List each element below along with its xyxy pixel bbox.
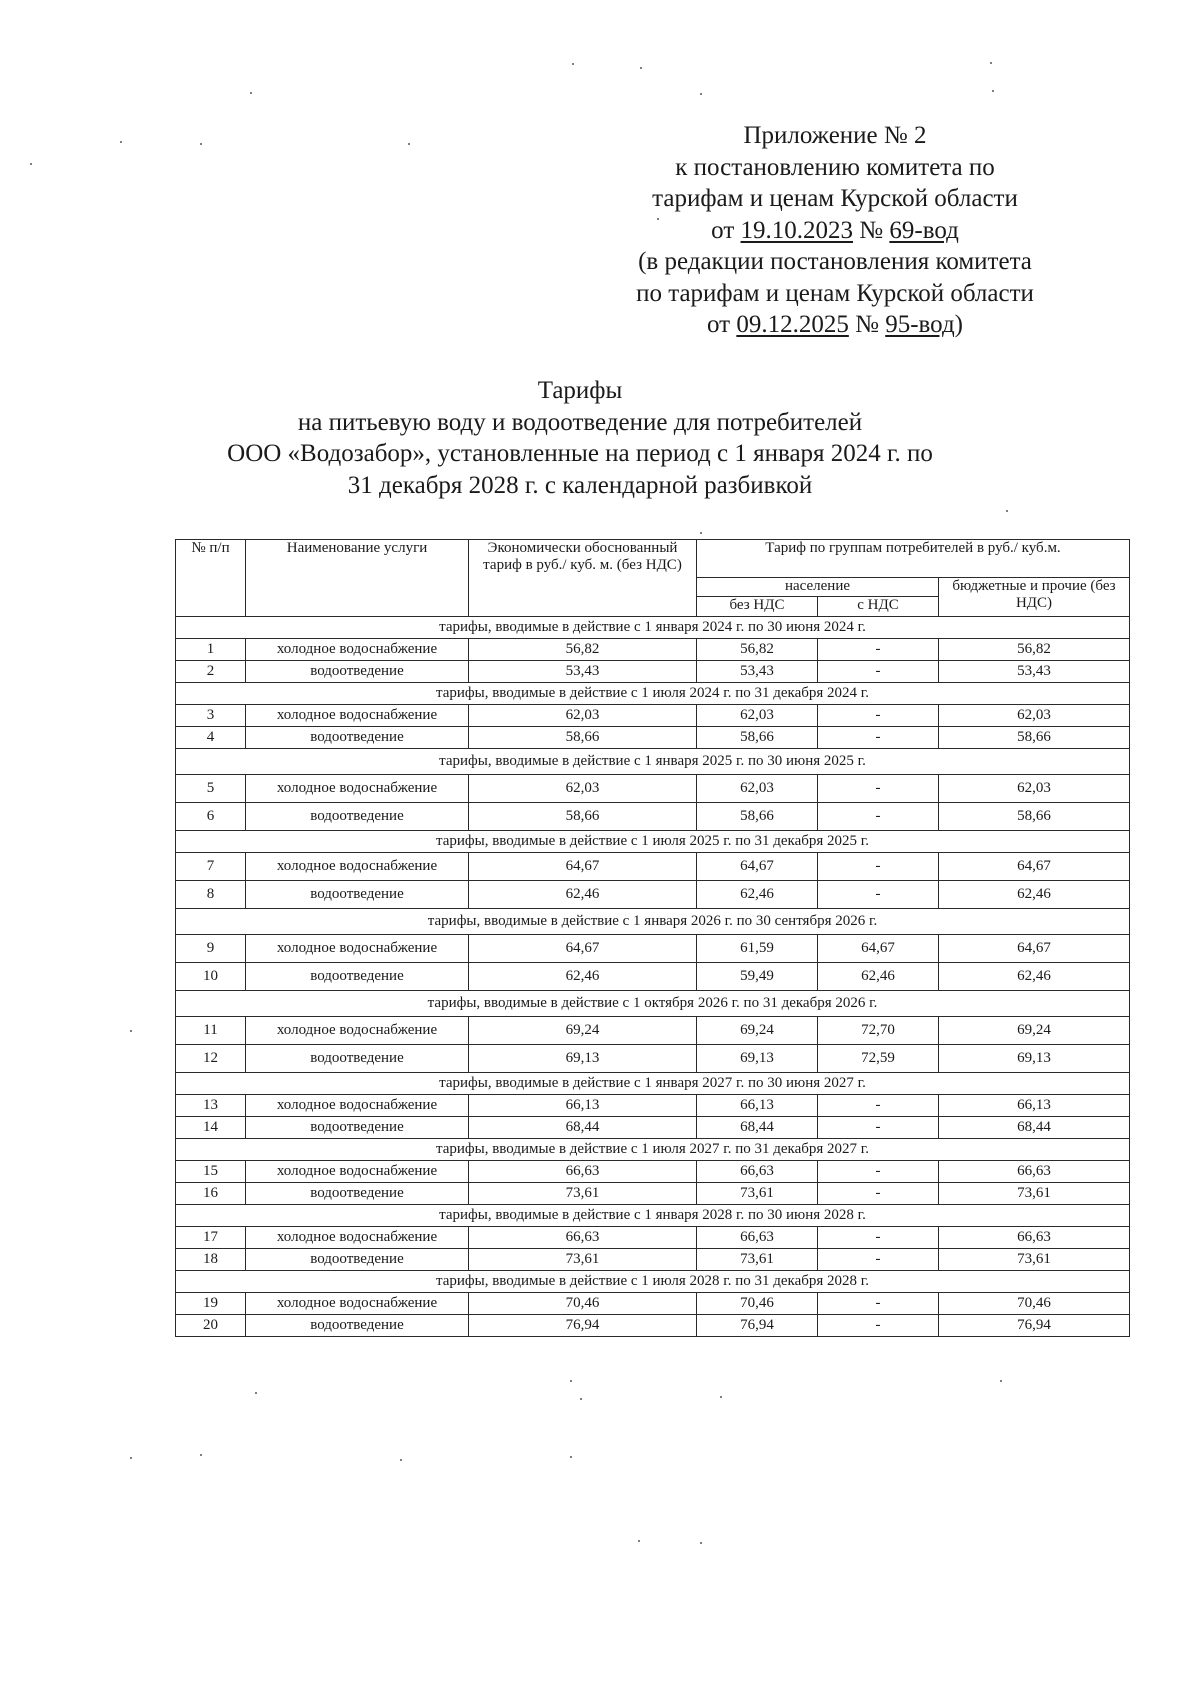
scan-speck [640,67,642,69]
cell-population-without-vat: 73,61 [697,1249,818,1271]
cell-economic-tariff: 64,67 [469,853,697,881]
cell-number: 7 [176,853,246,881]
title-line: на питьевую воду и водоотведение для потребителей [297,408,863,436]
title-heading: Тарифы [537,377,623,404]
scan-speck [570,1456,572,1458]
cell-population-without-vat: 69,13 [697,1045,818,1073]
cell-economic-tariff: 76,94 [469,1315,697,1337]
appendix-line: по тарифам и ценам Курской области [636,279,1034,307]
cell-population-without-vat: 61,59 [697,935,818,963]
cell-budget: 73,61 [939,1183,1130,1205]
cell-population-without-vat: 76,94 [697,1315,818,1337]
cell-service: холодное водоснабжение [246,775,469,803]
cell-population-without-vat: 66,13 [697,1095,818,1117]
cell-budget: 64,67 [939,935,1130,963]
cell-economic-tariff: 62,03 [469,705,697,727]
scan-speck [250,92,252,94]
tariff-table-body [176,617,1130,1337]
table-row [176,1117,1130,1139]
period-row [176,1205,1130,1227]
table-row [176,935,1130,963]
cell-budget: 73,61 [939,1249,1130,1271]
cell-economic-tariff: 73,61 [469,1183,697,1205]
table-row [176,1183,1130,1205]
period-row [176,991,1130,1017]
scan-speck [1006,510,1008,512]
cell-population-without-vat: 58,66 [697,727,818,749]
appendix-line: (в редакции постановления комитета [638,248,1032,275]
table-row [176,1161,1130,1183]
cell-population-without-vat: 69,24 [697,1017,818,1045]
cell-economic-tariff: 66,63 [469,1161,697,1183]
scan-speck [30,163,32,165]
table-row [176,1227,1130,1249]
cell-service: холодное водоснабжение [246,1017,469,1045]
scan-speck [638,1540,640,1542]
scan-speck [720,1396,722,1398]
header-without-vat: без НДС [697,597,818,617]
cell-economic-tariff: 62,03 [469,775,697,803]
cell-population-with-vat: - [818,1183,939,1205]
cell-number: 9 [176,935,246,963]
table-row [176,639,1130,661]
scan-speck [200,1454,202,1456]
cell-population-with-vat: - [818,1249,939,1271]
cell-population-without-vat: 73,61 [697,1183,818,1205]
amendment-date: 09.12.2025 [736,311,849,338]
cell-economic-tariff: 62,46 [469,963,697,991]
cell-population-with-vat: - [818,803,939,831]
cell-service: холодное водоснабжение [246,1293,469,1315]
table-row [176,853,1130,881]
cell-number: 2 [176,661,246,683]
cell-population-with-vat: 72,59 [818,1045,939,1073]
table-row [176,775,1130,803]
cell-economic-tariff: 73,61 [469,1249,697,1271]
document-title [170,375,990,501]
cell-service: водоотведение [246,803,469,831]
cell-number: 13 [176,1095,246,1117]
cell-economic-tariff: 69,13 [469,1045,697,1073]
cell-budget: 76,94 [939,1315,1130,1337]
cell-number: 11 [176,1017,246,1045]
scan-speck [572,63,574,65]
table-row [176,881,1130,909]
cell-population-with-vat: 62,46 [818,963,939,991]
scan-speck [700,93,702,95]
header-budget: бюджетные и прочие (без НДС) [939,578,1130,617]
period-row [176,1073,1130,1095]
cell-number: 18 [176,1249,246,1271]
cell-service: водоотведение [246,661,469,683]
appendix-line: тарифам и ценам Курской области [652,185,1018,212]
period-row [176,617,1130,639]
period-label: тарифы, вводимые в действие с 1 июля 2024 г. по 31 декабря 2024 г. [176,683,1130,705]
cell-number: 20 [176,1315,246,1337]
cell-budget: 62,46 [939,963,1130,991]
cell-population-with-vat: - [818,881,939,909]
cell-number: 5 [176,775,246,803]
scan-speck [130,1457,132,1459]
cell-service: водоотведение [246,727,469,749]
scan-speck [130,1030,132,1032]
resolution-number: 69-вод [889,216,959,244]
cell-population-with-vat: - [818,661,939,683]
cell-economic-tariff: 69,24 [469,1017,697,1045]
cell-service: холодное водоснабжение [246,705,469,727]
period-row [176,909,1130,935]
header-economic-tariff: Экономически обоснованный тариф в руб./ куб. м. (без НДС) [469,540,697,617]
cell-economic-tariff: 64,67 [469,935,697,963]
table-row [176,705,1130,727]
cell-budget: 62,03 [939,775,1130,803]
cell-population-without-vat: 62,46 [697,881,818,909]
cell-service: холодное водоснабжение [246,1227,469,1249]
cell-population-without-vat: 53,43 [697,661,818,683]
cell-service: водоотведение [246,1315,469,1337]
scan-speck [1000,1380,1002,1382]
cell-economic-tariff: 62,46 [469,881,697,909]
cell-number: 10 [176,963,246,991]
period-row [176,1139,1130,1161]
cell-service: холодное водоснабжение [246,935,469,963]
cell-economic-tariff: 53,43 [469,661,697,683]
cell-service: водоотведение [246,1045,469,1073]
cell-budget: 62,03 [939,705,1130,727]
appendix-line: к постановлению комитета по [675,153,995,181]
cell-number: 8 [176,881,246,909]
cell-population-with-vat: - [818,727,939,749]
scan-speck [580,1398,582,1400]
table-row [176,727,1130,749]
period-label: тарифы, вводимые в действие с 1 января 2025 г. по 30 июня 2025 г. [176,749,1130,775]
period-row [176,1271,1130,1293]
cell-number: 14 [176,1117,246,1139]
cell-budget: 58,66 [939,803,1130,831]
header-number: № п/п [176,540,246,617]
cell-population-without-vat: 68,44 [697,1117,818,1139]
cell-budget: 69,13 [939,1045,1130,1073]
cell-service: водоотведение [246,881,469,909]
cell-budget: 66,13 [939,1095,1130,1117]
cell-budget: 58,66 [939,727,1130,749]
scan-speck [700,532,702,534]
scan-speck [990,62,992,64]
period-label: тарифы, вводимые в действие с 1 января 2028 г. по 30 июня 2028 г. [176,1205,1130,1227]
scan-speck [992,90,994,92]
cell-population-with-vat: 64,67 [818,935,939,963]
period-label: тарифы, вводимые в действие с 1 января 2027 г. по 30 июня 2027 г. [176,1073,1130,1095]
cell-number: 15 [176,1161,246,1183]
cell-population-without-vat: 62,03 [697,775,818,803]
title-line: ООО «Водозабор», установленные на период с 1 января 2024 г. по [227,440,933,467]
cell-number: 16 [176,1183,246,1205]
cell-service: холодное водоснабжение [246,639,469,661]
cell-budget: 56,82 [939,639,1130,661]
cell-budget: 62,46 [939,881,1130,909]
period-label: тарифы, вводимые в действие с 1 июля 2025 г. по 31 декабря 2025 г. [176,831,1130,853]
scan-speck [700,1542,702,1544]
table-row [176,1095,1130,1117]
table-row [176,1315,1130,1337]
tariff-table [175,539,1130,1337]
scan-speck [408,143,410,145]
cell-population-with-vat: - [818,639,939,661]
cell-budget: 69,24 [939,1017,1130,1045]
cell-population-without-vat: 70,46 [697,1293,818,1315]
appendix-resolution-ref: от 19.10.2023 № 69-вод [711,216,959,244]
cell-economic-tariff: 58,66 [469,727,697,749]
cell-number: 1 [176,639,246,661]
cell-population-with-vat: - [818,853,939,881]
cell-economic-tariff: 66,13 [469,1095,697,1117]
cell-population-with-vat: - [818,775,939,803]
cell-economic-tariff: 68,44 [469,1117,697,1139]
amendment-number: 95-вод [885,311,955,338]
table-row [176,1249,1130,1271]
period-label: тарифы, вводимые в действие с 1 июля 2028 г. по 31 декабря 2028 г. [176,1271,1130,1293]
period-row [176,831,1130,853]
table-row [176,803,1130,831]
cell-economic-tariff: 58,66 [469,803,697,831]
cell-service: водоотведение [246,1183,469,1205]
cell-economic-tariff: 56,82 [469,639,697,661]
cell-number: 12 [176,1045,246,1073]
cell-population-without-vat: 59,49 [697,963,818,991]
period-row [176,683,1130,705]
cell-economic-tariff: 66,63 [469,1227,697,1249]
header-consumer-groups: Тариф по группам потребителей в руб./ куб.м. [697,540,1130,578]
scan-speck [200,143,202,145]
cell-population-with-vat: - [818,1315,939,1337]
header-population: население [697,578,939,597]
cell-budget: 66,63 [939,1161,1130,1183]
cell-population-with-vat: 72,70 [818,1017,939,1045]
cell-budget: 68,44 [939,1117,1130,1139]
cell-population-with-vat: - [818,1161,939,1183]
cell-service: водоотведение [246,1249,469,1271]
appendix-number: Приложение № 2 [743,122,927,149]
appendix-header [600,120,1070,341]
cell-population-without-vat: 58,66 [697,803,818,831]
cell-population-without-vat: 62,03 [697,705,818,727]
cell-population-without-vat: 66,63 [697,1161,818,1183]
cell-number: 4 [176,727,246,749]
table-row [176,963,1130,991]
cell-number: 6 [176,803,246,831]
table-row [176,1045,1130,1073]
table-row [176,661,1130,683]
cell-service: холодное водоснабжение [246,1161,469,1183]
period-label: тарифы, вводимые в действие с 1 января 2024 г. по 30 июня 2024 г. [176,617,1130,639]
cell-population-with-vat: - [818,1227,939,1249]
cell-number: 3 [176,705,246,727]
cell-number: 17 [176,1227,246,1249]
resolution-date: 19.10.2023 [740,216,854,244]
period-label: тарифы, вводимые в действие с 1 января 2026 г. по 30 сентября 2026 г. [176,909,1130,935]
scan-speck [255,1392,257,1394]
period-label: тарифы, вводимые в действие с 1 июля 2027 г. по 31 декабря 2027 г. [176,1139,1130,1161]
period-row [176,749,1130,775]
cell-service: водоотведение [246,963,469,991]
cell-population-without-vat: 66,63 [697,1227,818,1249]
scan-speck [657,218,659,220]
cell-number: 19 [176,1293,246,1315]
cell-budget: 70,46 [939,1293,1130,1315]
cell-service: водоотведение [246,1117,469,1139]
cell-population-without-vat: 56,82 [697,639,818,661]
table-row [176,1293,1130,1315]
header-with-vat: с НДС [818,597,939,617]
table-row [176,1017,1130,1045]
header-service: Наименование услуги [246,540,469,617]
cell-population-with-vat: - [818,1117,939,1139]
scan-speck [570,1380,572,1382]
cell-economic-tariff: 70,46 [469,1293,697,1315]
appendix-amendment-ref: от 09.12.2025 № 95-вод) [706,311,963,338]
cell-population-with-vat: - [818,1293,939,1315]
cell-service: холодное водоснабжение [246,1095,469,1117]
cell-budget: 66,63 [939,1227,1130,1249]
cell-service: холодное водоснабжение [246,853,469,881]
cell-population-with-vat: - [818,705,939,727]
cell-population-with-vat: - [818,1095,939,1117]
cell-budget: 64,67 [939,853,1130,881]
title-line: 31 декабря 2028 г. с календарной разбивкой [347,471,813,499]
period-label: тарифы, вводимые в действие с 1 октября 2026 г. по 31 декабря 2026 г. [176,991,1130,1017]
scan-speck [120,141,122,143]
cell-population-without-vat: 64,67 [697,853,818,881]
scan-speck [400,1459,402,1461]
cell-budget: 53,43 [939,661,1130,683]
